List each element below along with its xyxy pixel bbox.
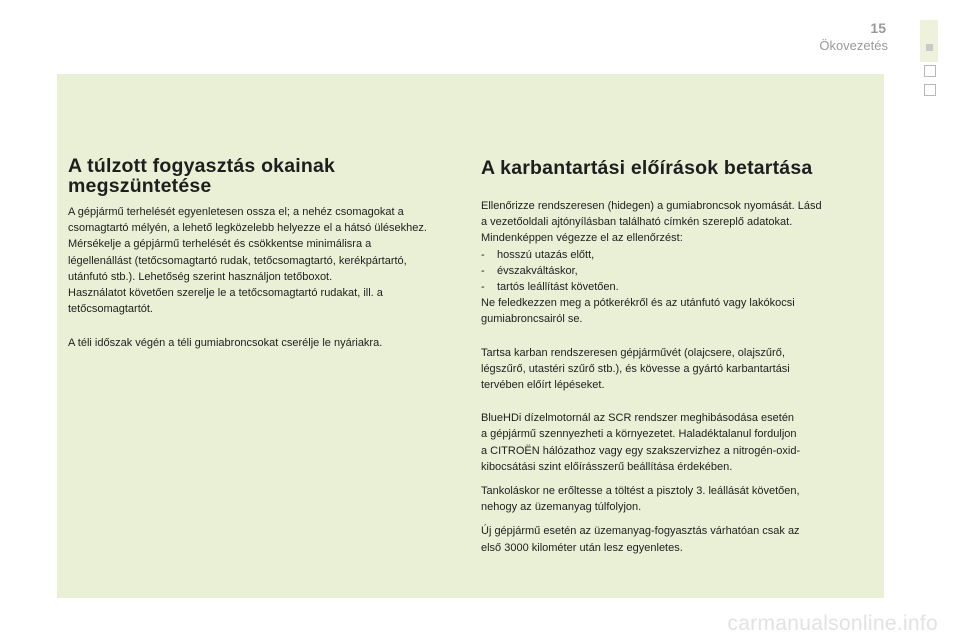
text-line: BlueHDi dízelmotornál az SCR rendszer meghibásodása esetén: [481, 412, 795, 425]
bullet-dash: -: [481, 248, 485, 261]
title-line: megszüntetése: [68, 175, 212, 197]
right-paragraph-refuelling: [481, 483, 871, 515]
page-number: 15: [870, 20, 886, 36]
bullet-text: évszakváltáskor,: [497, 264, 578, 277]
text-line: légellenállást (tetőcsomagtartó rudak, tetőcsomagtartó, kerékpártartó,: [68, 254, 407, 267]
right-paragraph-pressure: [481, 198, 871, 328]
right-column: [481, 156, 871, 556]
text-line: Használatot követően szerelje le a tetőcsomagtartó rudakat, ill. a: [68, 287, 383, 300]
section-label: Ökovezetés: [819, 38, 888, 53]
bullet-item: [481, 279, 871, 295]
right-paragraph-bluehdi: [481, 410, 871, 475]
left-title: [68, 156, 453, 196]
bullet-text: tartós leállítást követően.: [497, 281, 619, 294]
text-line: A gépjármű terhelését egyenletesen ossza el; a nehéz csomagokat a: [68, 206, 404, 218]
text-line: a gépjármű szennyezheti a környezetet. Haladéktalanul forduljon: [481, 428, 797, 441]
text-line: Tartsa karban rendszeresen gépjárművét (olajcsere, olajszűrő,: [481, 346, 785, 359]
bullet-text: hosszú utazás előtt,: [497, 248, 595, 261]
title-line: A túlzott fogyasztás okainak: [68, 155, 336, 177]
right-paragraph-maintenance: [481, 345, 871, 394]
text-line: Ne feledkezzen meg a pótkerékről és az utánfutó vagy lakókocsi: [481, 297, 795, 310]
text-line: nehogy az üzemanyag túlfolyjon.: [481, 501, 642, 514]
text-line: légszűrő, utastéri szűrő stb.), és kövesse a gyártó karbantartási: [481, 362, 790, 375]
bullet-dash: -: [481, 264, 485, 277]
text-line: első 3000 kilométer után lesz egyenletes.: [481, 541, 683, 554]
text-line: Ellenőrizze rendszeresen (hidegen) a gumiabroncsok nyomását. Lásd: [481, 200, 822, 212]
section-tab-strip: [920, 20, 938, 62]
watermark: carmanualsonline.info: [727, 612, 938, 635]
right-paragraph-new-vehicle: [481, 523, 871, 555]
text-line: a vezetőoldali ajtónyílásban található címkén szereplő adatokat.: [481, 216, 793, 229]
text-line: a CITROËN hálózathoz vagy egy szakszervizhez a nitrogén-oxid-: [481, 444, 801, 457]
nav-box-icon: [924, 84, 936, 96]
text-line: utánfutó stb.). Lehetőség szerint használjon tetőboxot.: [68, 270, 333, 283]
bullet-item: [481, 263, 871, 279]
left-paragraph-tyres: A téli időszak végén a téli gumiabroncsokat cserélje le nyáriakra.: [68, 337, 383, 350]
section-tab-marker: [926, 44, 933, 51]
nav-box-icon: [924, 65, 936, 77]
text-line: Tankoláskor ne erőltesse a töltést a pisztoly 3. leállását követően,: [481, 485, 800, 498]
text-line: tervében előírt lépéseket.: [481, 379, 605, 392]
text-line: csomagtartó mélyén, a lehető legközelebb helyezze el a hátsó ülésekhez.: [68, 222, 427, 235]
text-line: gumiabroncsairól se.: [481, 313, 583, 326]
text-line: Mérsékelje a gépjármű terhelését és csökkentse minimálisra a: [68, 238, 372, 251]
bullet-item: [481, 247, 871, 263]
text-line: kibocsátási szint előírásszerű beállítása érdekében.: [481, 460, 733, 473]
text-line: Mindenképpen végezze el az ellenőrzést:: [481, 232, 683, 245]
left-paragraph-load: [68, 204, 453, 317]
left-column: [68, 156, 453, 352]
text-line: tetőcsomagtartót.: [68, 303, 153, 316]
bullet-dash: -: [481, 281, 485, 294]
text-line: Új gépjármű esetén az üzemanyag-fogyasztás várhatóan csak az: [481, 525, 800, 538]
right-title: A karbantartási előírások betartása: [481, 157, 813, 179]
